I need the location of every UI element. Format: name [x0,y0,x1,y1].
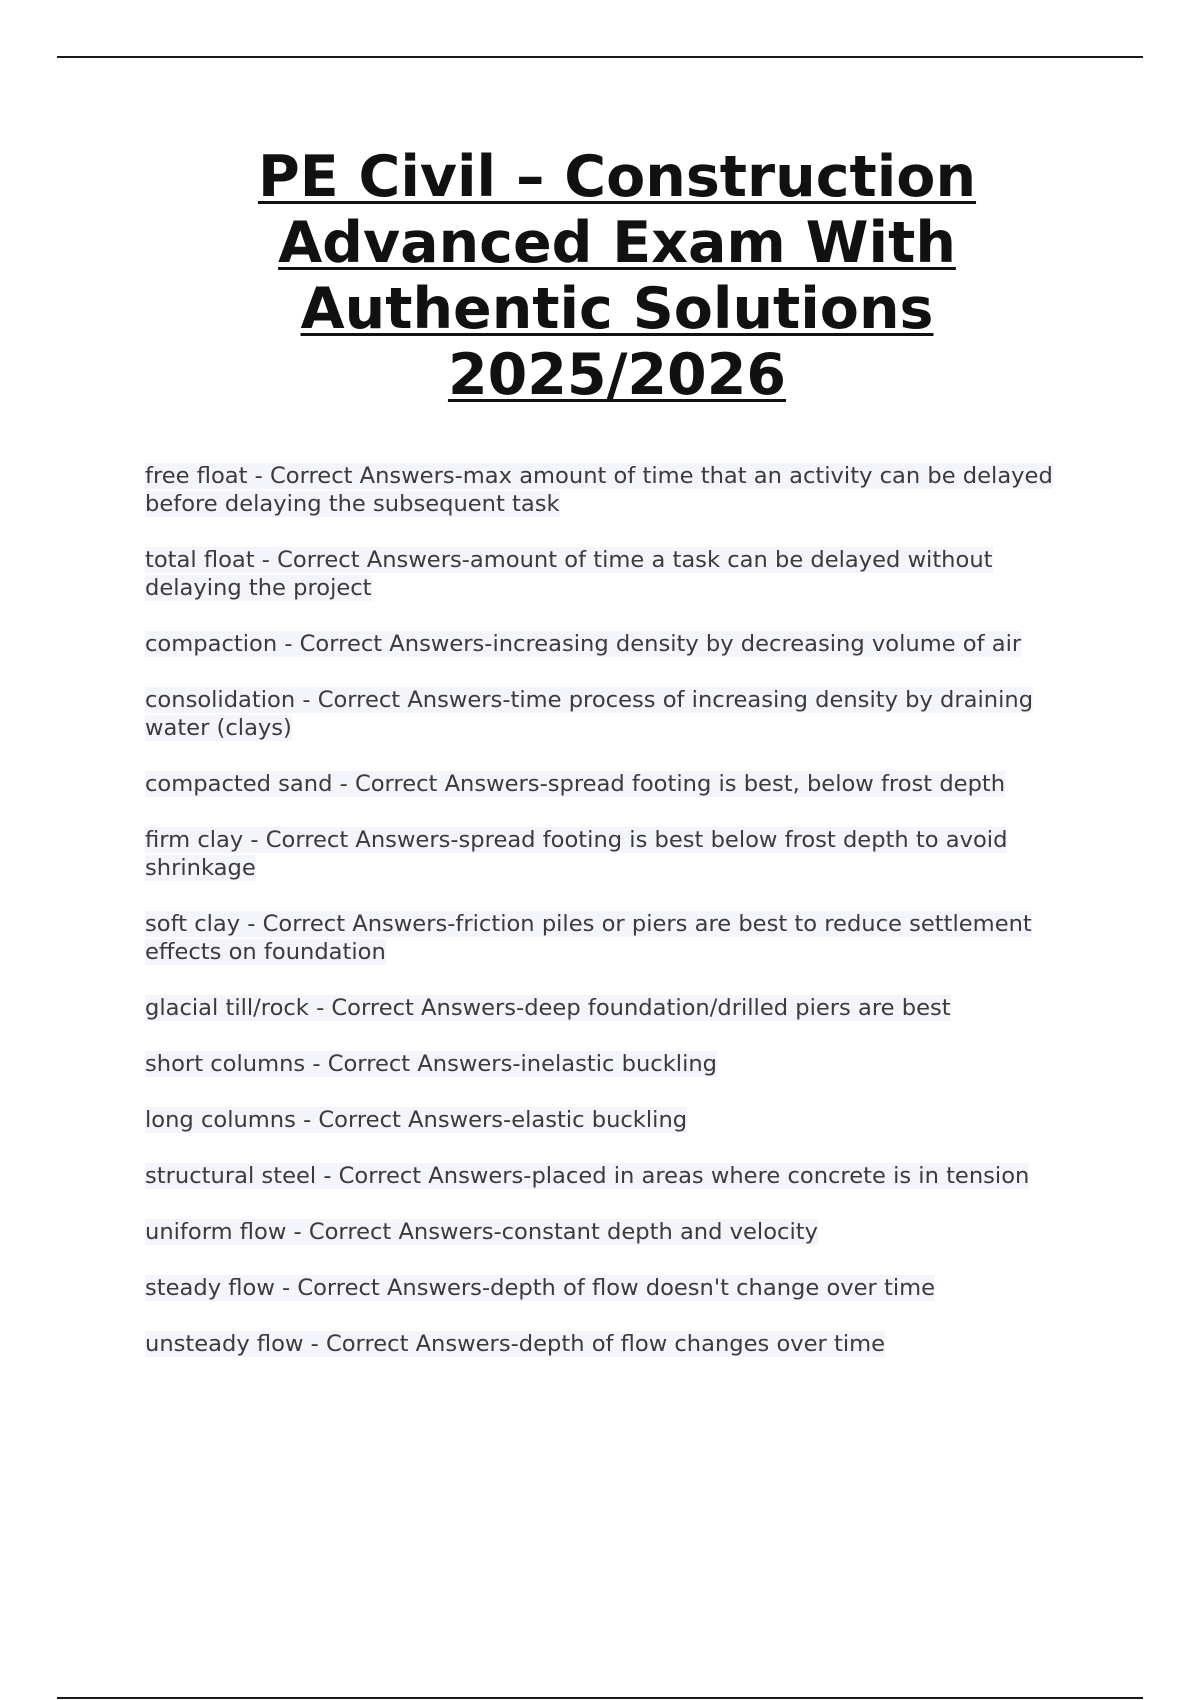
qa-entry-text: steady flow - Correct Answers-depth of flow doesn't change over time [145,1275,936,1301]
qa-entry [145,1162,1095,1190]
qa-entry [145,546,1095,602]
qa-entry [145,910,1095,966]
qa-entry [145,826,1095,882]
qa-entry-text: firm clay - Correct Answers-spread footing is best below frost depth to avoid shrinkage [145,827,1008,881]
qa-entry [145,462,1095,518]
qa-entry-text: unsteady flow - Correct Answers-depth of flow changes over time [145,1331,886,1357]
qa-entry [145,686,1095,742]
qa-entry-text: uniform flow - Correct Answers-constant depth and velocity [145,1219,818,1245]
qa-entry [145,1330,1095,1358]
qa-entry [145,994,1095,1022]
qa-entry-text: structural steel - Correct Answers-placed in areas where concrete is in tension [145,1163,1030,1189]
qa-entry [145,1274,1095,1302]
qa-entry-text: short columns - Correct Answers-inelastic buckling [145,1051,718,1077]
bottom-rule [57,1697,1143,1699]
qa-entry [145,1218,1095,1246]
qa-entry-text: total float - Correct Answers-amount of time a task can be delayed without delaying the project [145,547,993,601]
qa-entry-text: consolidation - Correct Answers-time process of increasing density by draining water (clays) [145,687,1034,741]
qa-entry-text: compacted sand - Correct Answers-spread footing is best, below frost depth [145,771,1006,797]
qa-entry-text: compaction - Correct Answers-increasing density by decreasing volume of air [145,631,1022,657]
qa-entry [145,1106,1095,1134]
qa-entry-text: soft clay - Correct Answers-friction piles or piers are best to reduce settlement effects on foundation [145,911,1032,965]
top-rule [57,56,1143,58]
qa-entry [145,770,1095,798]
qa-entry [145,630,1095,658]
qa-list [145,462,1095,1386]
qa-entry-text: glacial till/rock - Correct Answers-deep foundation/drilled piers are best [145,995,951,1021]
qa-entry-text: long columns - Correct Answers-elastic buckling [145,1107,688,1133]
qa-entry [145,1050,1095,1078]
qa-entry-text: free float - Correct Answers-max amount of time that an activity can be delayed before delaying the subsequent task [145,463,1053,517]
document-title: PE Civil – Construction Advanced Exam With Authentic Solutions 2025/2026 [257,144,977,408]
